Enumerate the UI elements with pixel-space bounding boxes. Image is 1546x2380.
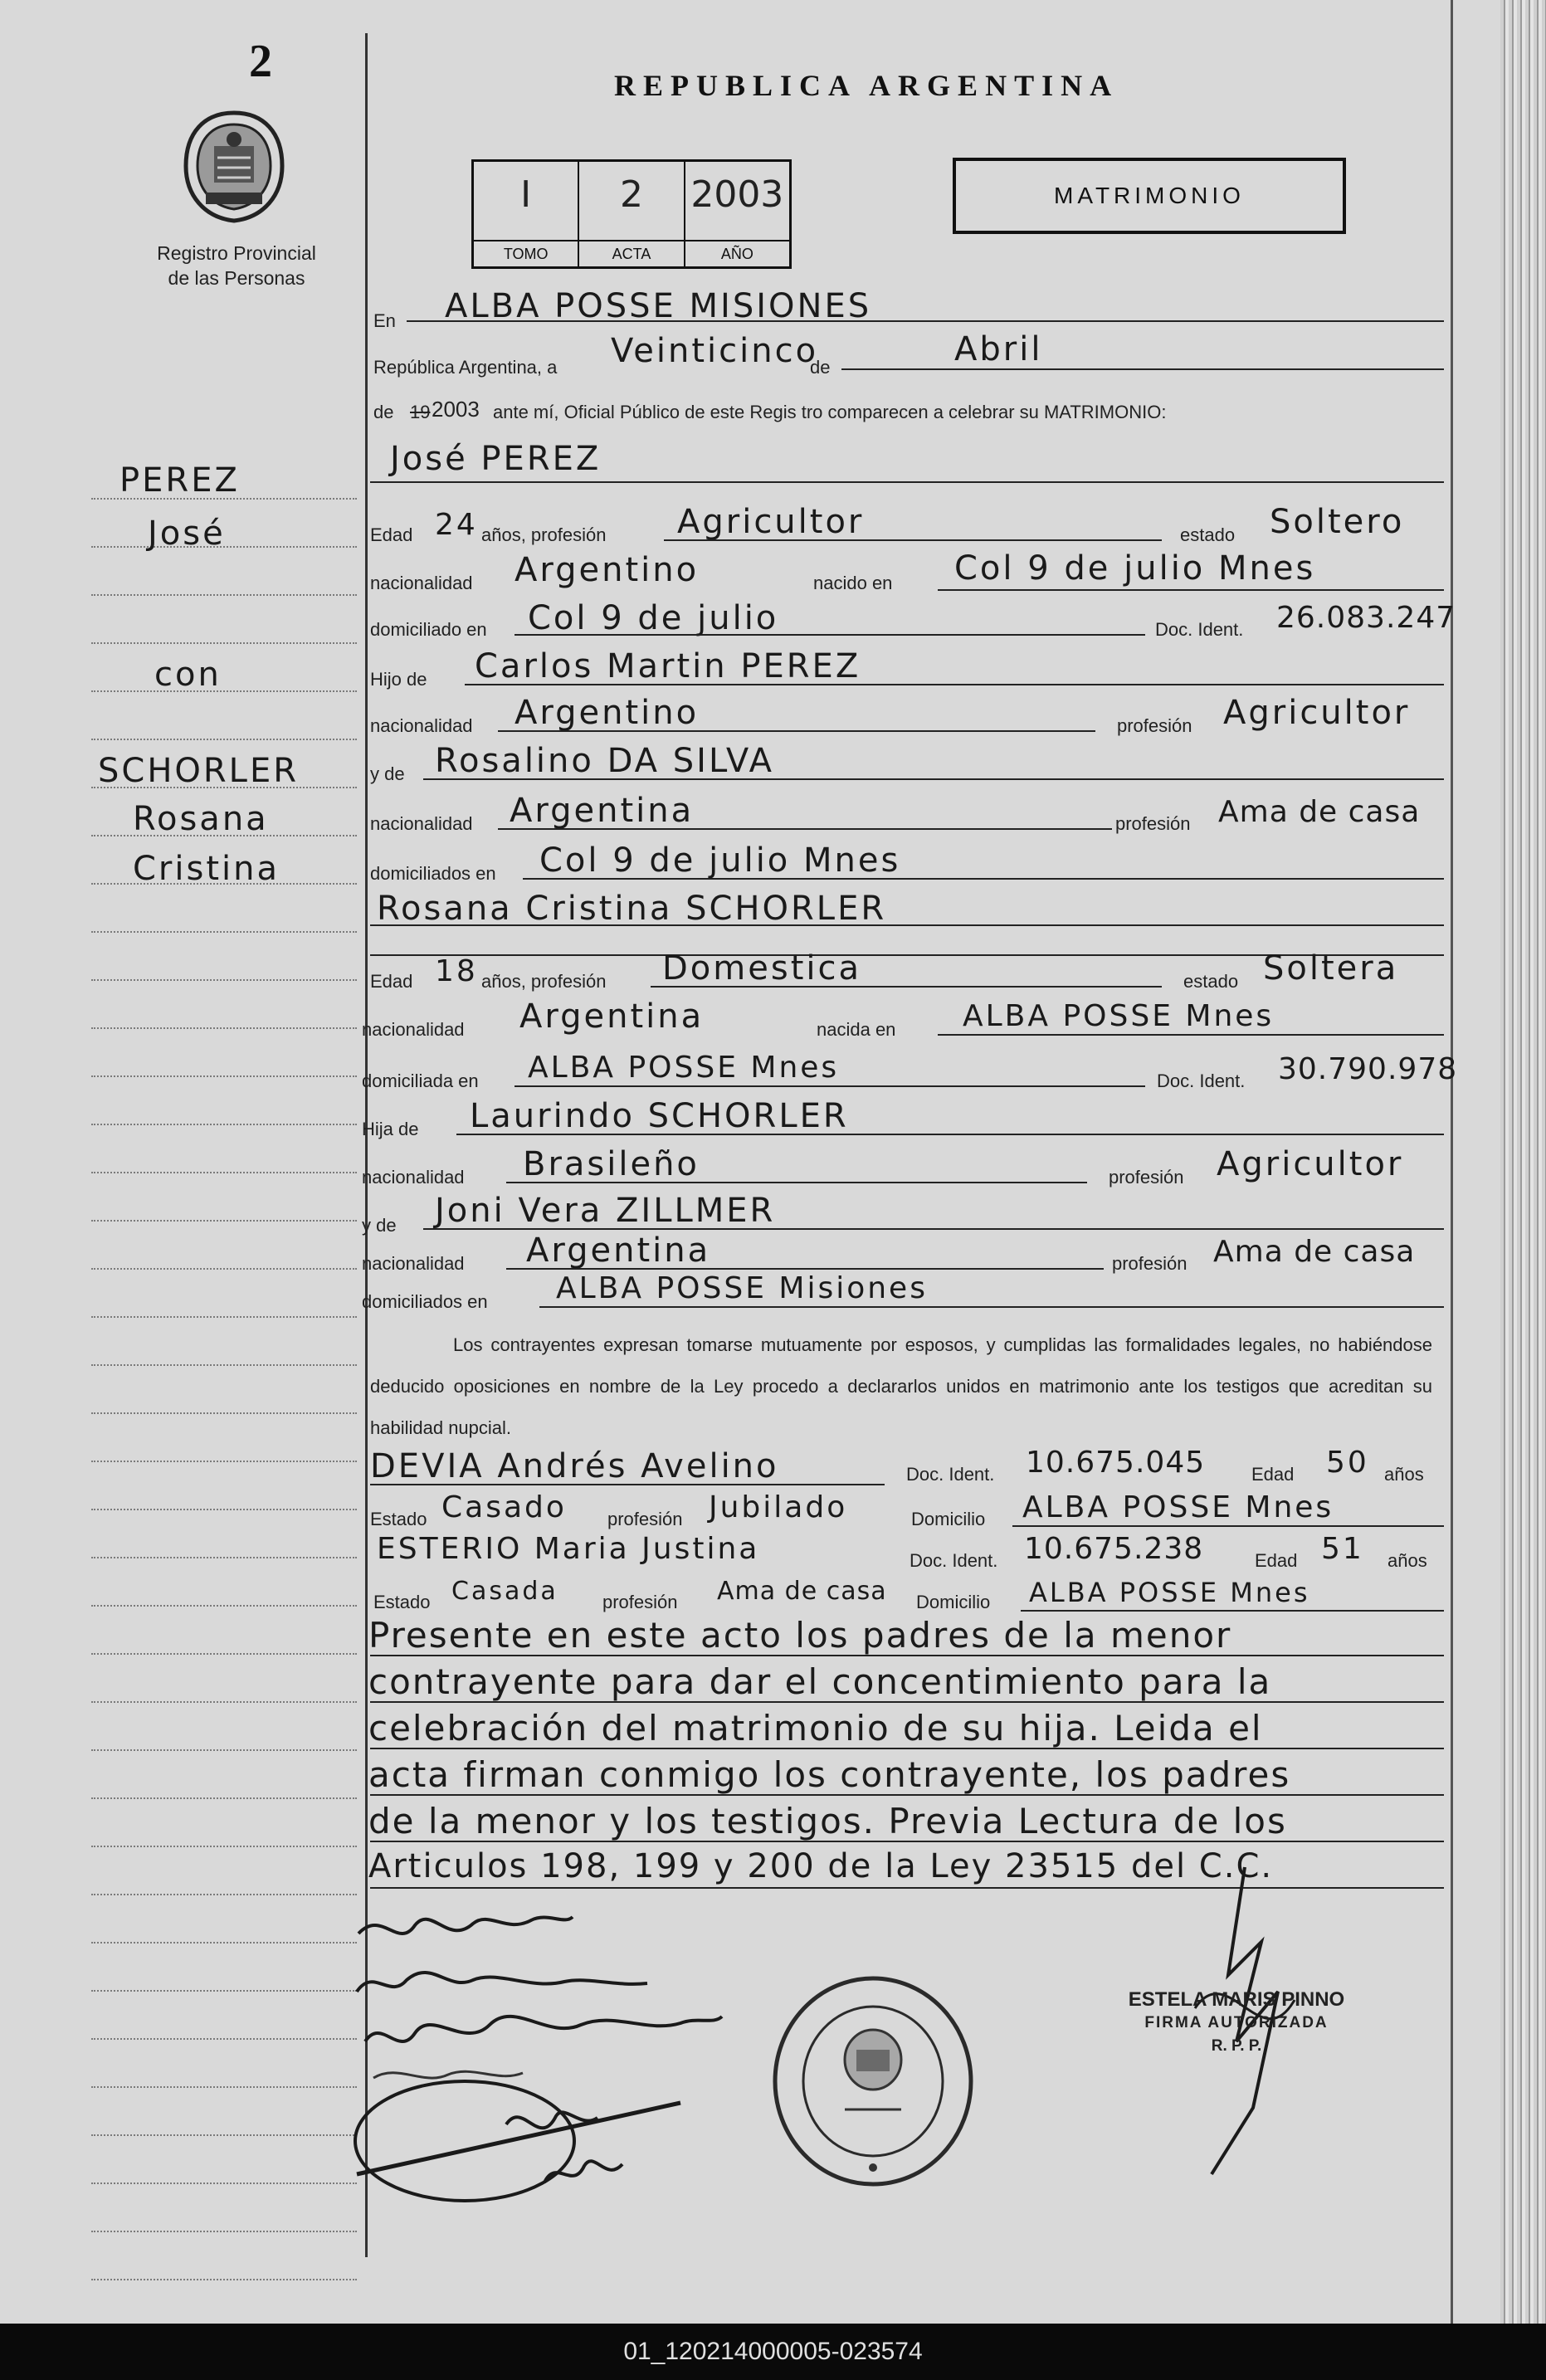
ano-cell xyxy=(685,162,789,266)
rule xyxy=(423,778,1444,780)
rule xyxy=(370,1841,1444,1842)
margin-dotted-line xyxy=(91,1894,357,1895)
groom-mother-profession: Ama de casa xyxy=(1218,795,1421,829)
label-edad: Edad xyxy=(370,971,413,992)
registry-stamp-icon xyxy=(770,1973,976,2189)
label-doc-ident: Doc. Ident. xyxy=(1157,1071,1246,1091)
rule xyxy=(456,1134,1444,1135)
matrimonio-box: MATRIMONIO xyxy=(953,158,1346,234)
witness1-age: 50 xyxy=(1326,1446,1369,1480)
margin-bride-name1: Rosana xyxy=(133,800,269,838)
label-anos: años xyxy=(1387,1550,1427,1571)
rule xyxy=(370,1794,1444,1796)
margin-dotted-line xyxy=(91,931,357,933)
margin-dotted-line xyxy=(91,1749,357,1751)
margin-dotted-line xyxy=(91,1797,357,1799)
witness1-name: DEVIA Andrés Avelino xyxy=(370,1447,779,1485)
margin-bride-surname: SCHORLER xyxy=(98,752,300,790)
bride-father: Laurindo SCHORLER xyxy=(470,1097,849,1135)
rule xyxy=(370,1701,1444,1703)
bride-age: 18 xyxy=(435,954,478,988)
label-edad: Edad xyxy=(1255,1550,1298,1571)
label-de-year: de xyxy=(373,402,394,422)
label-nacionalidad: nacionalidad xyxy=(370,573,473,593)
tomo-value: I xyxy=(520,173,532,216)
bride-residence: ALBA POSSE Mnes xyxy=(528,1051,840,1085)
tomo-label: TOMO xyxy=(474,240,578,266)
margin-dotted-line xyxy=(91,690,357,692)
header-title: REPUBLICA ARGENTINA xyxy=(614,69,1119,102)
groom-parents-residence: Col 9 de julio Mnes xyxy=(539,841,901,880)
witness2-status: Casada xyxy=(451,1577,558,1606)
groom-age: 24 xyxy=(435,508,478,542)
bride-doc: 30.790.978 xyxy=(1278,1052,1458,1086)
label-edad: Edad xyxy=(1251,1464,1295,1485)
margin-dotted-line xyxy=(91,2086,357,2088)
witness2-doc: 10.675.238 xyxy=(1024,1532,1204,1566)
groom-birthplace: Col 9 de julio Mnes xyxy=(954,549,1316,588)
declaration-text: Los contrayentes expresan tomarse mutuamente por esposos, y cumplidas las formalidades legales, no habiéndose deducido oposiciones en nombre de la Ley procedo a declararlos unidos en matrimonio ante los testigos que acreditan su habilidad nupcial. xyxy=(370,1334,1432,1438)
bride-parents-residence: ALBA POSSE Misiones xyxy=(556,1271,928,1305)
margin-dotted-line xyxy=(91,1461,357,1462)
rule xyxy=(370,1655,1444,1656)
margin-dotted-line xyxy=(91,1846,357,1847)
label-estado: Estado xyxy=(373,1592,431,1612)
margin-dotted-line xyxy=(91,1364,357,1366)
groom-mother-nationality: Argentina xyxy=(510,792,695,830)
rule xyxy=(370,924,1444,926)
margin-dotted-line xyxy=(91,1124,357,1125)
label-doc-ident: Doc. Ident. xyxy=(906,1464,995,1485)
rule xyxy=(841,368,1444,370)
rule xyxy=(498,730,1095,732)
bride-civil-status: Soltera xyxy=(1263,949,1399,988)
label-republica: República Argentina, a xyxy=(373,357,558,378)
bride-nationality: Argentina xyxy=(519,997,705,1036)
margin-dotted-line xyxy=(91,1605,357,1607)
label-nacida-en: nacida en xyxy=(817,1019,896,1040)
margin-groom-name: José xyxy=(148,515,226,553)
page-edges xyxy=(1500,0,1546,2324)
rule xyxy=(651,986,1162,988)
groom-nationality: Argentino xyxy=(515,551,700,589)
margin-dotted-line xyxy=(91,979,357,981)
groom-full-name: José PEREZ xyxy=(390,440,602,478)
acta-label: ACTA xyxy=(579,240,683,266)
label-hijo-de: Hijo de xyxy=(370,669,427,690)
label-nacionalidad: nacionalidad xyxy=(362,1019,465,1040)
margin-dotted-line xyxy=(91,1653,357,1655)
act-day: Veinticinco xyxy=(611,332,819,370)
margin-dotted-line xyxy=(91,1027,357,1029)
act-year: 2003 xyxy=(432,397,480,422)
witness1-profession: Jubilado xyxy=(709,1490,848,1524)
label-nacionalidad: nacionalidad xyxy=(370,715,473,736)
margin-dotted-line xyxy=(91,1075,357,1077)
label-nacionalidad: nacionalidad xyxy=(362,1253,465,1274)
label-domiciliados-en: domiciliados en xyxy=(370,863,496,884)
rule xyxy=(465,684,1444,685)
margin-con: con xyxy=(154,656,222,694)
bride-birthplace: ALBA POSSE Mnes xyxy=(963,999,1275,1033)
label-ante: ante mí, Oficial Público de este Regis tro comparecen a celebrar su MATRIMONIO: xyxy=(493,402,1167,422)
groom-father: Carlos Martin PEREZ xyxy=(475,647,861,685)
groom-father-profession: Agricultor xyxy=(1223,694,1411,732)
margin-dotted-line xyxy=(91,2182,357,2184)
groom-father-nationality: Argentino xyxy=(515,694,700,732)
margin-dotted-line xyxy=(91,594,357,596)
witness1-address: ALBA POSSE Mnes xyxy=(1022,1490,1334,1524)
acta-cell xyxy=(579,162,685,266)
witness2-profession: Ama de casa xyxy=(717,1577,887,1606)
label-doc-ident: Doc. Ident. xyxy=(910,1550,998,1571)
margin-bride-name2: Cristina xyxy=(133,850,280,888)
act-place: ALBA POSSE MISIONES xyxy=(445,287,872,325)
margin-dotted-line xyxy=(91,2231,357,2232)
official-block xyxy=(1104,1988,1369,2058)
acta-value: 2 xyxy=(619,173,643,216)
label-profesion: profesión xyxy=(607,1509,683,1529)
page-number: 2 xyxy=(249,36,272,87)
bride-mother: Joni Vera ZILLMER xyxy=(435,1192,776,1230)
witness1-status: Casado xyxy=(441,1490,567,1524)
label-profesion: profesión xyxy=(1115,813,1191,834)
groom-mother: Rosalino DA SILVA xyxy=(435,742,775,780)
label-nacionalidad: nacionalidad xyxy=(370,813,473,834)
label-estado: estado xyxy=(1183,971,1239,992)
margin-dotted-line xyxy=(91,1172,357,1173)
label-en: En xyxy=(373,310,396,331)
rule xyxy=(523,878,1444,880)
label-estado: estado xyxy=(1180,524,1236,545)
note-line-4: acta firman conmigo los contrayente, los padres xyxy=(368,1754,1291,1795)
groom-profession: Agricultor xyxy=(677,503,865,541)
bride-mother-profession: Ama de casa xyxy=(1213,1235,1416,1269)
label-de: de xyxy=(810,357,831,378)
ano-label: AÑO xyxy=(685,240,789,266)
note-line-1: Presente en este acto los padres de la menor xyxy=(368,1615,1232,1656)
witness2-age: 51 xyxy=(1321,1532,1364,1566)
margin-dotted-line xyxy=(91,1990,357,1992)
margin-dotted-line xyxy=(91,2134,357,2136)
official-title: FIRMA AUTORIZADA xyxy=(1144,2014,1329,2031)
registry-line1: Registro Provincial xyxy=(157,242,316,264)
rule xyxy=(515,1085,1145,1087)
rule xyxy=(938,1034,1444,1036)
witness2-name: ESTERIO Maria Justina xyxy=(377,1532,760,1566)
official-name: ESTELA MARIS PINNO xyxy=(1128,1988,1345,2011)
signatures-scribble xyxy=(349,1900,780,2207)
rule xyxy=(407,320,1444,322)
groom-residence: Col 9 de julio xyxy=(528,599,779,637)
margin-dotted-line xyxy=(91,1316,357,1318)
label-anos: años xyxy=(1384,1464,1424,1485)
rule xyxy=(1012,1525,1444,1527)
book-reference-box xyxy=(471,159,792,269)
label-domicilio: Domicilio xyxy=(911,1509,986,1529)
bride-father-nationality: Brasileño xyxy=(523,1145,700,1183)
margin-dotted-line xyxy=(91,2038,357,2040)
bride-profession: Domestica xyxy=(662,949,861,988)
margin-dotted-line xyxy=(91,1942,357,1944)
rule xyxy=(370,1748,1444,1749)
label-domiciliado-en: domiciliado en xyxy=(370,619,487,640)
margin-groom-surname: PEREZ xyxy=(119,461,240,500)
rule xyxy=(506,1268,1104,1270)
margin-dotted-line xyxy=(91,739,357,740)
label-hija-de: Hija de xyxy=(362,1119,419,1139)
official-initials: R. P. P. xyxy=(1211,2037,1262,2055)
label-anos-profesion: años, profesión xyxy=(481,971,607,992)
ano-value: 2003 xyxy=(690,173,784,216)
label-domiciliados-en: domiciliados en xyxy=(362,1291,488,1312)
rule xyxy=(938,589,1444,591)
label-edad: Edad xyxy=(370,524,413,545)
margin-dotted-line xyxy=(91,1557,357,1558)
label-profesion: profesión xyxy=(1112,1253,1188,1274)
note-line-5: de la menor y los testigos. Previa Lectura de los xyxy=(368,1801,1287,1841)
margin-dotted-line xyxy=(91,1701,357,1703)
margin-dotted-line xyxy=(91,1220,357,1222)
margin-dotted-line xyxy=(91,642,357,644)
rule xyxy=(664,539,1162,541)
groom-doc: 26.083.247 xyxy=(1276,601,1456,635)
rule xyxy=(370,481,1444,483)
bride-full-name: Rosana Cristina SCHORLER xyxy=(377,890,887,928)
label-profesion: profesión xyxy=(602,1592,678,1612)
registry-name xyxy=(124,241,349,290)
rule xyxy=(423,1228,1444,1230)
bride-mother-nationality: Argentina xyxy=(526,1231,711,1270)
groom-civil-status: Soltero xyxy=(1270,503,1405,541)
margin-dotted-line xyxy=(91,1268,357,1270)
margin-dotted-line xyxy=(91,2279,357,2280)
label-nacionalidad: nacionalidad xyxy=(362,1167,465,1188)
bride-father-profession: Agricultor xyxy=(1217,1145,1404,1183)
label-nacido-en: nacido en xyxy=(813,573,893,593)
registry-line2: de las Personas xyxy=(168,267,305,289)
footer-image-id: 01_120214000005-023574 xyxy=(0,2324,1546,2380)
note-line-2: contrayente para dar el concentimiento para la xyxy=(368,1661,1272,1702)
label-anos-profesion: años, profesión xyxy=(481,524,607,545)
act-month: Abril xyxy=(954,330,1043,368)
rule xyxy=(370,1484,885,1485)
rule xyxy=(515,634,1145,636)
witness1-doc: 10.675.045 xyxy=(1026,1446,1206,1480)
margin-dotted-line xyxy=(91,1509,357,1510)
label-y-de: y de xyxy=(370,763,405,784)
note-line-3: celebración del matrimonio de su hija. Leida el xyxy=(368,1708,1263,1748)
label-estado: Estado xyxy=(370,1509,427,1529)
label-profesion: profesión xyxy=(1109,1167,1184,1188)
label-domiciliada-en: domiciliada en xyxy=(362,1071,479,1091)
margin-dotted-line xyxy=(91,1412,357,1414)
label-profesion: profesión xyxy=(1117,715,1192,736)
witness2-address: ALBA POSSE Mnes xyxy=(1029,1577,1310,1608)
rule xyxy=(498,828,1112,830)
rule xyxy=(1021,1610,1444,1612)
rule xyxy=(539,1306,1444,1308)
label-domicilio: Domicilio xyxy=(916,1592,991,1612)
label-y-de: y de xyxy=(362,1215,397,1236)
binder-edge xyxy=(1451,0,1453,2324)
note-line-6: Articulos 198, 199 y 200 de la Ley 23515 del C.C. xyxy=(368,1847,1274,1885)
provincial-seal-icon xyxy=(181,108,287,224)
printed-year-prefix: 19 xyxy=(410,402,431,422)
tomo-cell xyxy=(474,162,579,266)
label-doc-ident: Doc. Ident. xyxy=(1155,619,1244,640)
rule xyxy=(506,1182,1087,1183)
